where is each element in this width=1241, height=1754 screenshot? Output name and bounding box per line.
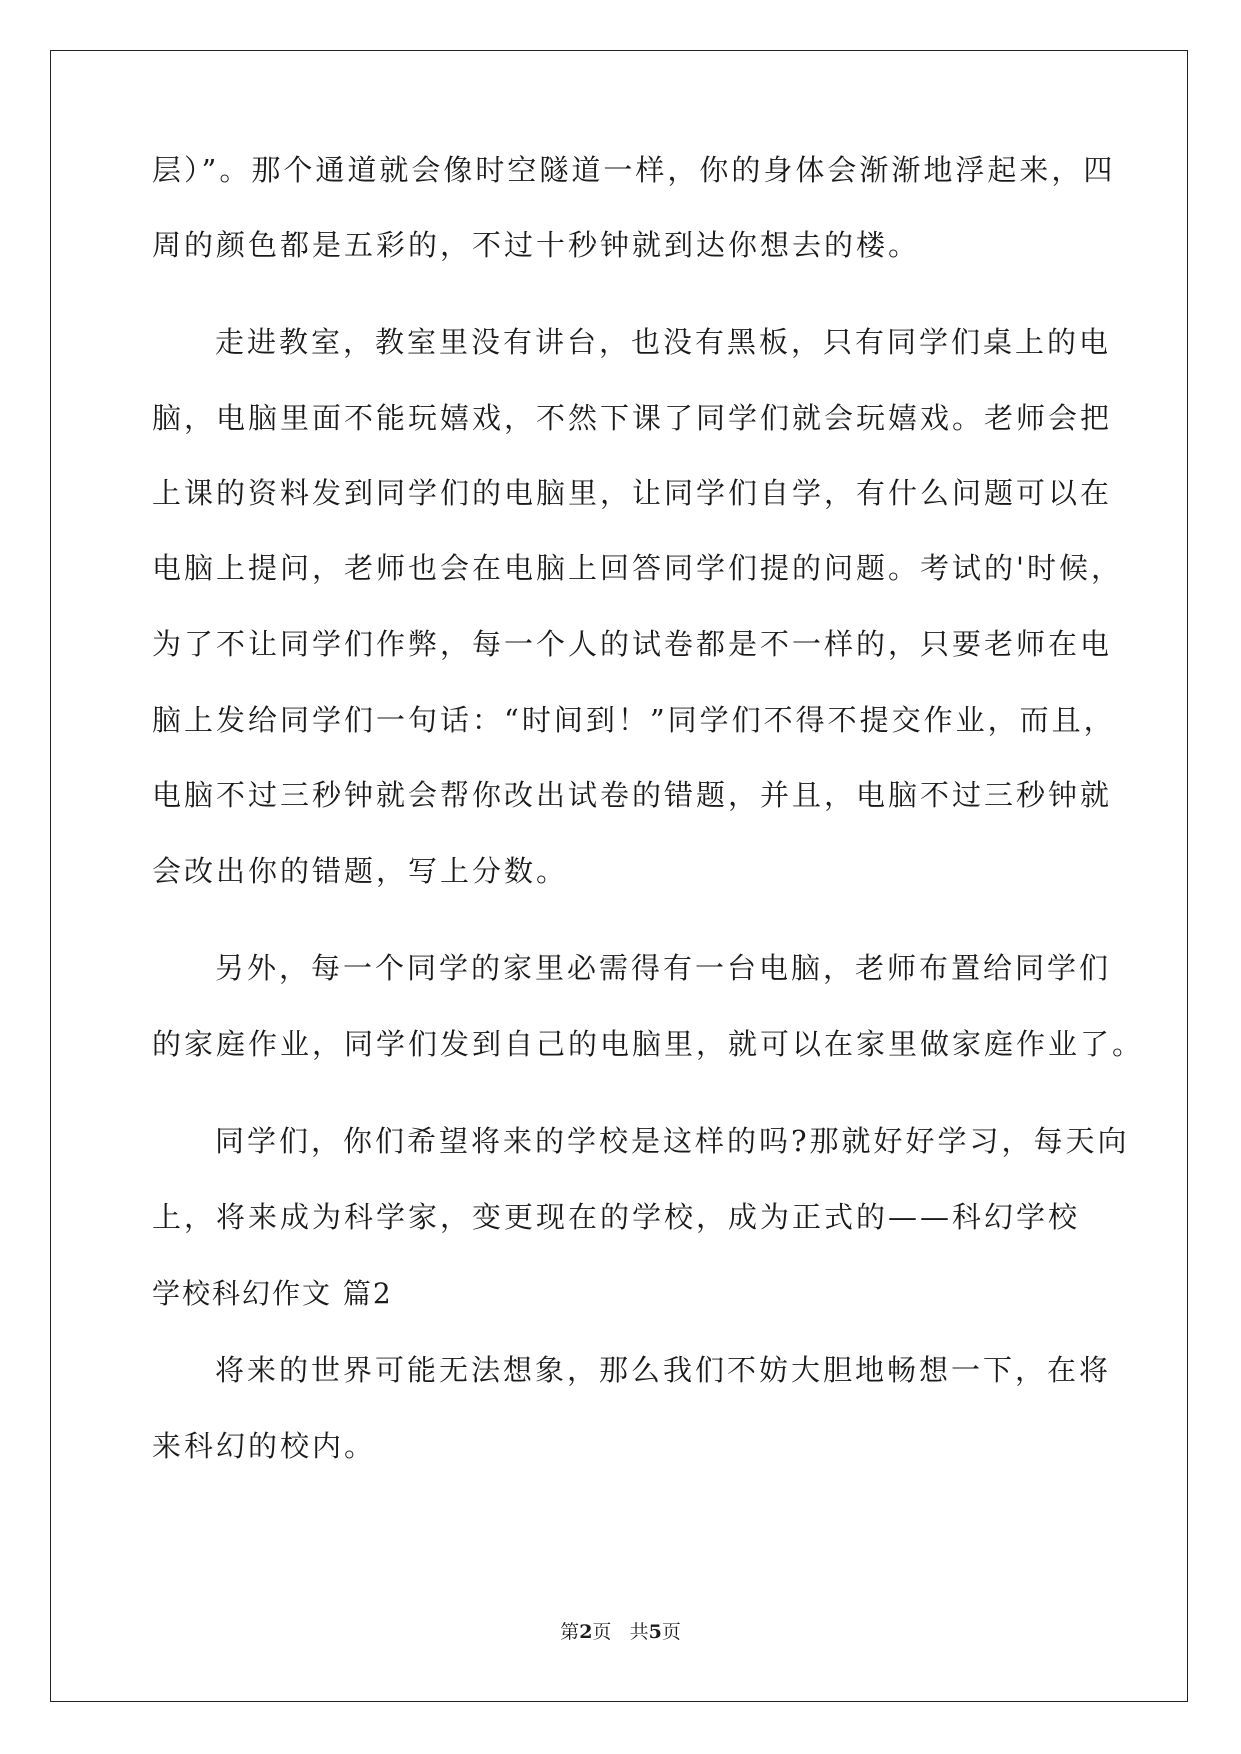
paragraph-line: 上课的资料发到同学们的电脑里，让同学们自学，有什么问题可以在 xyxy=(152,476,1113,510)
paragraph-line: 同学们，你们希望将来的学校是这样的吗?那就好好学习，每天向 xyxy=(215,1124,1130,1158)
paragraph-line: 另外，每一个同学的家里必需得有一台电脑，老师布置给同学们 xyxy=(215,951,1112,985)
paragraph-line: 的家庭作业，同学们发到自己的电脑里，就可以在家里做家庭作业了。 xyxy=(152,1027,1145,1061)
paragraph-line: 为了不让同学们作弊，每一个人的试卷都是不一样的，只要老师在电 xyxy=(152,627,1113,661)
paragraph-line: 电脑上提问，老师也会在电脑上回答同学们提的问题。考试的'时候， xyxy=(152,551,1123,585)
paragraph-line: 层）”。那个通道就会像时空隧道一样，你的身体会渐渐地浮起来，四 xyxy=(152,153,1116,187)
page-number: 2 xyxy=(579,1621,593,1643)
paragraph-line: 将来的世界可能无法想象，那么我们不妨大胆地畅想一下，在将 xyxy=(215,1353,1112,1387)
section-heading: 学校科幻作文 篇2 xyxy=(152,1277,393,1310)
total-pages: 5 xyxy=(648,1621,662,1643)
page-footer xyxy=(0,1620,1241,1644)
paragraph-line: 电脑不过三秒钟就会帮你改出试卷的错题，并且，电脑不过三秒钟就 xyxy=(152,778,1113,812)
paragraph-line: 上，将来成为科学家，变更现在的学校，成为正式的——科幻学校 xyxy=(152,1200,1081,1234)
total-label-prefix: 共 xyxy=(629,1621,649,1643)
total-label-suffix: 页 xyxy=(661,1621,681,1643)
paragraph-line: 走进教室，教室里没有讲台，也没有黑板，只有同学们桌上的电 xyxy=(215,325,1112,359)
paragraph-line: 脑，电脑里面不能玩嬉戏，不然下课了同学们就会玩嬉戏。老师会把 xyxy=(152,401,1113,435)
paragraph-line: 脑上发给同学们一句话：“时间到！”同学们不得不提交作业，而且， xyxy=(152,703,1116,737)
paragraph-line: 会改出你的错题，写上分数。 xyxy=(152,854,569,888)
paragraph-line: 来科幻的校内。 xyxy=(152,1429,377,1463)
page-label-prefix: 第 xyxy=(560,1621,580,1643)
page-label-suffix: 页 xyxy=(592,1621,612,1643)
paragraph-line: 周的颜色都是五彩的，不过十秒钟就到达你想去的楼。 xyxy=(152,228,921,262)
